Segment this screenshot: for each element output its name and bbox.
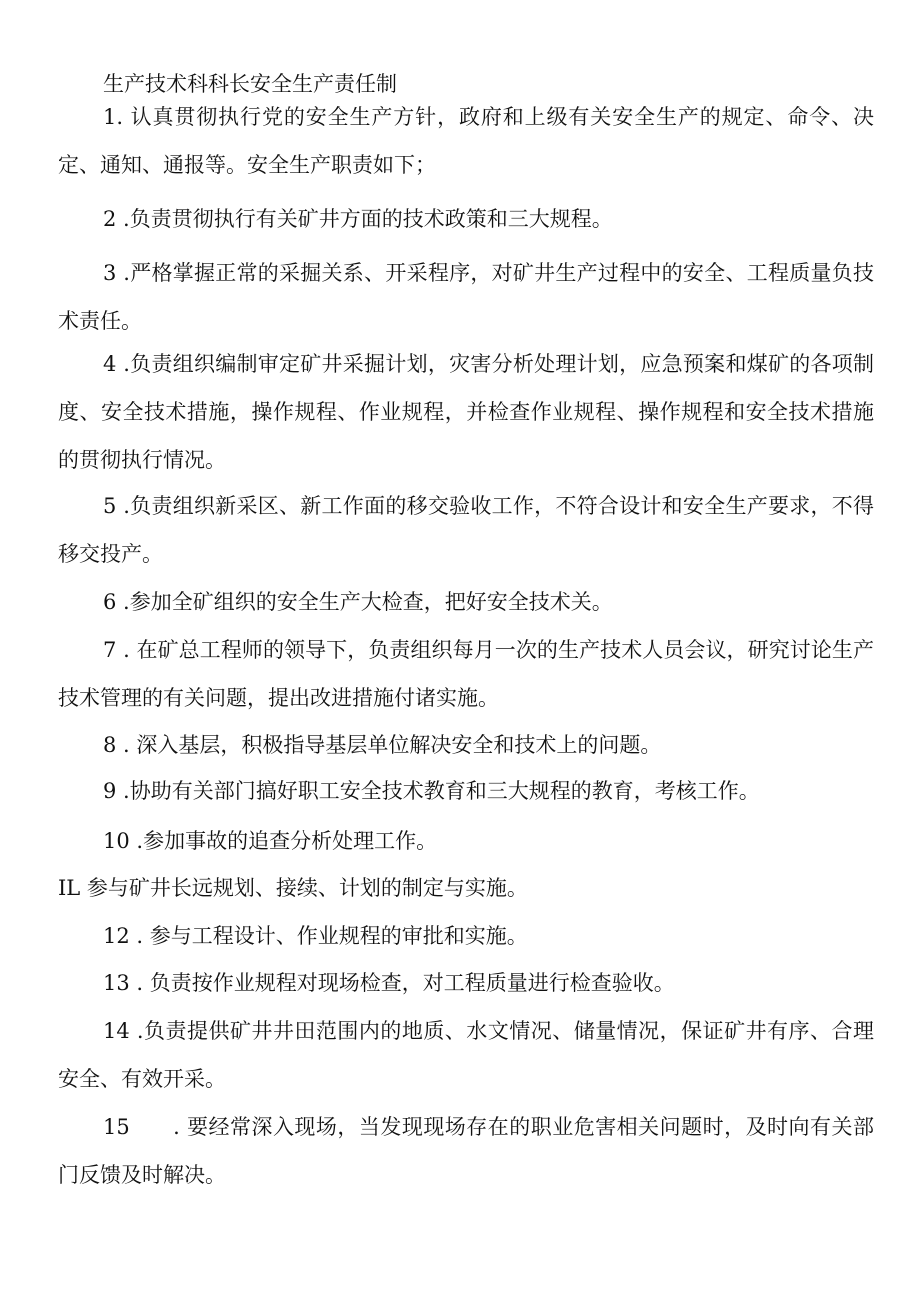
clause-6: 6 .参加全矿组织的安全生产大检查，把好安全技术关。: [103, 590, 613, 614]
clause-5: 5 .负责组织新采区、新工作面的移交验收工作，不符合设计和安全生产要求，不得移交投产。: [58, 494, 874, 566]
clause-14: 14 .负责提供矿井井田范围内的地质、水文情况、储量情况，保证矿井有序、合理安全、有效开采。: [58, 1019, 874, 1091]
clause-7: 7 . 在矿总工程师的领导下，负责组织每月一次的生产技术人员会议，研究讨论生产技术管理的有关问题，提出改进措施付诸实施。: [58, 638, 874, 710]
clause-10: 10 .参加事故的追查分析处理工作。: [103, 829, 438, 853]
clause-12: 12 . 参与工程设计、作业规程的审批和实施。: [103, 924, 528, 948]
clause-3: 3 .严格掌握正常的采掘关系、开采程序，对矿井生产过程中的安全、工程质量负技术责任。: [58, 261, 874, 333]
clause-4: 4 .负责组织编制审定矿井采掘计划，灾害分析处理计划，应急预案和煤矿的各项制度、安全技术措施，操作规程、作业规程，并检查作业规程、操作规程和安全技术措施的贯彻执行情况。: [58, 352, 874, 472]
clause-2: 2 .负责贯彻执行有关矿井方面的技术政策和三大规程。: [103, 207, 613, 231]
clause-15: 15 . 要经常深入现场，当发现现场存在的职业危害相关问题时，及时向有关部门反馈及时解决。: [58, 1115, 874, 1187]
clause-13: 13 . 负责按作业规程对现场检查，对工程质量进行检查验收。: [103, 971, 675, 995]
clause-1: 1. 认真贯彻执行党的安全生产方针，政府和上级有关安全生产的规定、命令、决定、通知、通报等。安全生产职责如下；: [58, 105, 874, 177]
clause-11: IL 参与矿井长远规划、接续、计划的制定与实施。: [58, 876, 528, 900]
clause-8: 8 . 深入基层，积极指导基层单位解决安全和技术上的问题。: [103, 733, 662, 757]
document-title: 生产技术科科长安全生产责任制: [103, 72, 397, 96]
clause-9: 9 .协助有关部门搞好职工安全技术教育和三大规程的教育，考核工作。: [103, 779, 760, 803]
